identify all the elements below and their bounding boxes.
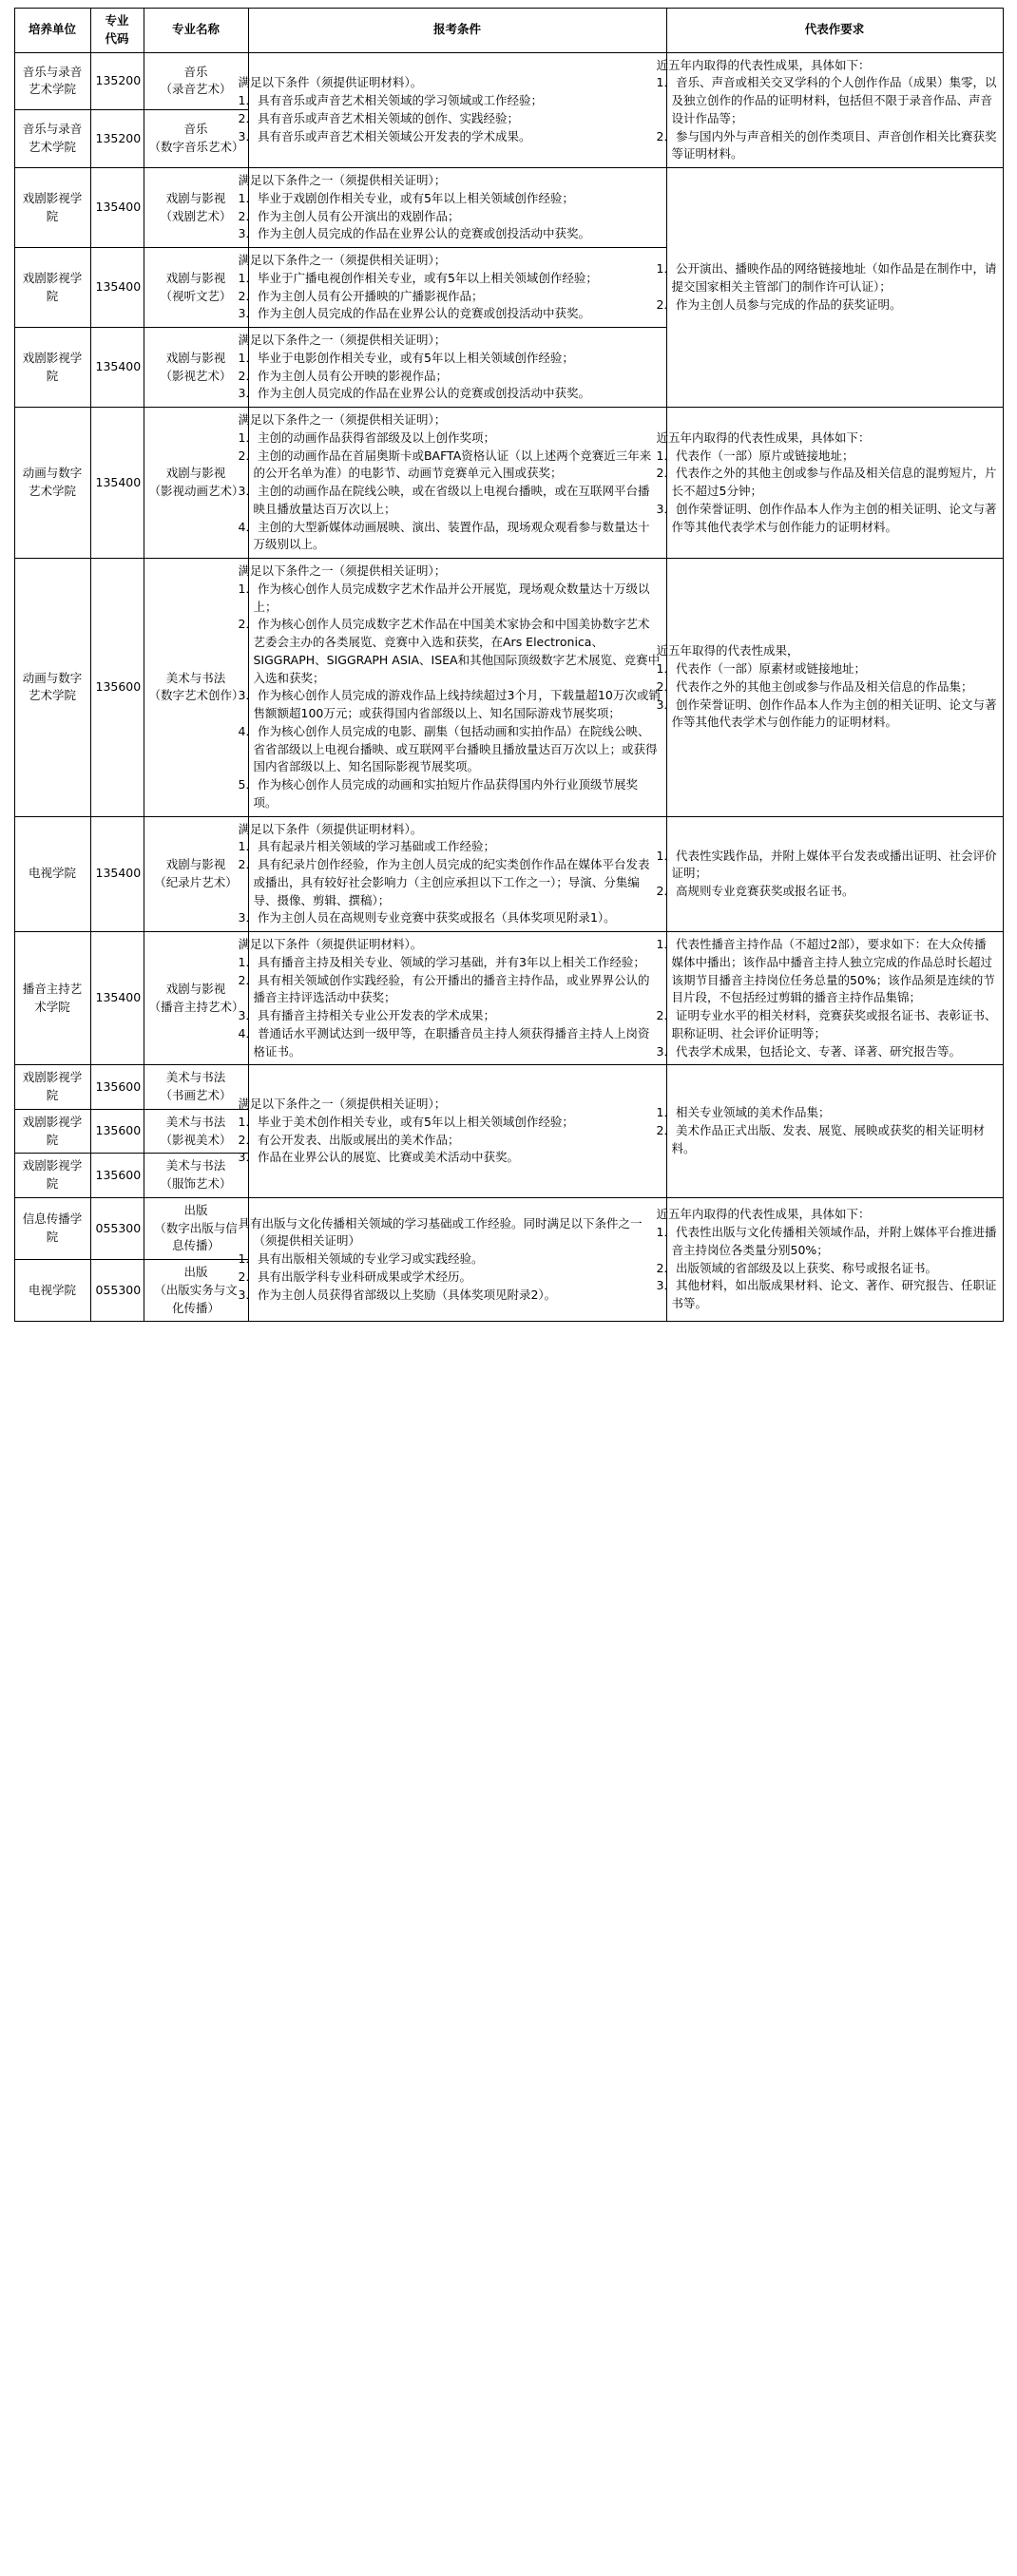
cell-major [144,110,248,168]
major-direction: （录音艺术） [160,82,232,97]
cell-portfolio: 1．公开演出、播映作品的网络链接地址（如作品是在制作中，请提交国家相关主管部门的制作许可认证）； 2．作为主创人员参与完成的作品的获奖证明。 [666,168,1003,408]
cell-code: 135200 [90,110,144,168]
major-direction: （书画艺术） [160,1088,232,1102]
cell-conditions: 满足以下条件（须提供证明材料）。 1．具有起录片相关领域的学习基础或工作经验； 2．具有纪录片创作经验，作为主创人员完成的纪实类创作作品在媒体平台发表或播出，具有较好社会影响力（主创应承担以下工作之一）；导演、分集编导、摄像、剪辑、撰稿）； 3．作为主创人员在高规则专业竞赛中获奖或报名（具体奖项见附录1）。 [248,816,666,932]
major-direction: （影视动画艺术） [148,484,244,498]
cell-unit [14,1260,90,1322]
cell-code: 135600 [90,1154,144,1198]
major-name: 出版 [183,1265,208,1279]
major-direction: （出版实务与文化传播） [154,1282,238,1315]
unit-text: 戏剧影视学院 [22,190,83,223]
cell-code: 135400 [90,408,144,559]
cell-major [144,1109,248,1154]
cell-major [144,559,248,817]
major-name: 美术与书法 [165,1158,226,1174]
admission-requirements-table [14,8,1004,1322]
column-header-major: 专业名称 [144,9,248,53]
major-direction: （服饰艺术） [160,1176,232,1191]
table-header-row [14,9,1003,53]
unit-text: 戏剧影视学院 [22,1070,83,1102]
cell-code: 135600 [90,1065,144,1110]
cell-unit [14,248,90,328]
cell-portfolio: 1．相关专业领域的美术作品集； 2．美术作品正式出版、发表、展览、展映或获奖的相关证明材料。 [666,1065,1003,1198]
unit-text: 信息传播学院 [22,1212,83,1244]
cell-unit [14,1197,90,1259]
cell-code: 135400 [90,168,144,248]
cell-major [144,52,248,110]
major-name: 美术与书法 [165,670,226,685]
cell-major [144,248,248,328]
cell-portfolio: 近五年取得的代表性成果， 1．代表作（一部）原素材或链接地址； 2．代表作之外的其他主创或参与作品及相关信息的作品集； 3．创作荣誉证明、创作作品本人作为主创的相关证明、论文与著作等其他代表学术与创作能力的证明材料。 [666,559,1003,817]
table-row [14,52,1003,110]
unit-text: 动画与数字艺术学院 [22,466,83,498]
table-row [14,816,1003,932]
cell-code: 135200 [90,52,144,110]
cell-major [144,1260,248,1322]
cell-code: 135600 [90,1109,144,1154]
cell-unit [14,1154,90,1198]
cell-conditions: 满足以下条件之一（须提供相关证明）； 1．作为核心创作人员完成数字艺术作品并公开展览，现场观众数量达十万级以上； 2．作为核心创作人员完成数字艺术作品在中国美术家协会和中国美协数字艺术艺委会主办的各类展览、竞赛中入选和获奖，在Ars Electronica、SIGGRAPH、SIGGRAPH ASIA、ISEA和其他国际顶级数字艺术展览、竞赛中入选和获奖； 3．作为核心创作人员完成的游戏作品上线持续超过3个月，下载量超10万次或销售额额超100万元；或获得国内省部级以上、知名国际游戏节展奖项； 4．作为核心创作人员完成的电影、副集（包括动画和实拍作品）在院线公映、省省部级以上电视台播映、或互联网平台播映且播放量达百万次以上；或获得国内省部级以上、知名国际影视节展奖项。 5．作为核心创作人员完成的动画和实拍短片作品获得国内外行业顶级节展奖项。 [248,559,666,817]
unit-text: 播音主持艺术学院 [22,981,83,1014]
cell-unit [14,816,90,932]
major-direction: （数字音乐艺术） [148,140,244,155]
unit-text: 音乐与录音艺术学院 [22,122,83,155]
cell-conditions: 满足以下条件（须提供证明材料）。 1．具有音乐或声音艺术相关领域的学习领域或工作经验； 2．具有音乐或声音艺术相关领域的创作、实践经验； 3．具有音乐或声音艺术相关领域公开发表的学术成果。 [248,52,666,168]
cell-code: 135400 [90,328,144,408]
cell-portfolio: 近五年内取得的代表性成果，具体如下： 1．代表性出版与文化传播相关领域作品，并附上媒体平台推进播音主持岗位各类量分别50%； 2．出版领域的省部级及以上获奖、称号或报名证书。 3．其他材料，如出版成果材料、论文、著作、研究报告、任职证书等。 [666,1197,1003,1322]
major-direction: （影视美术） [160,1132,232,1147]
unit-text: 戏剧影视学院 [22,350,83,383]
table-row [14,168,1003,248]
cell-code: 135400 [90,248,144,328]
cell-code: 135400 [90,816,144,932]
major-name: 戏剧与影视 [165,350,226,365]
table-row [14,1197,1003,1259]
cell-unit [14,932,90,1065]
table-header [14,9,1003,53]
cell-major [144,408,248,559]
unit-text: 音乐与录音艺术学院 [22,64,83,97]
cell-major [144,1154,248,1198]
cell-unit [14,52,90,110]
cell-unit [14,1065,90,1110]
major-direction: （纪录片艺术） [154,874,238,889]
column-header-code-line2: 代码 [105,30,129,46]
cell-major [144,816,248,932]
cell-portfolio: 1．代表性实践作品，并附上媒体平台发表或播出证明、社会评价证明； 2．高规则专业竞赛获奖或报名证书。 [666,816,1003,932]
major-name: 音乐 [183,122,208,137]
major-name: 出版 [183,1202,208,1217]
cell-unit [14,559,90,817]
unit-text: 戏剧影视学院 [22,270,83,303]
major-name: 戏剧与影视 [165,190,226,205]
cell-unit [14,110,90,168]
major-name: 美术与书法 [165,1070,226,1085]
column-header-code-line1: 专业 [105,13,129,28]
cell-code: 055300 [90,1197,144,1259]
major-name: 戏剧与影视 [165,466,226,481]
cell-conditions: 满足以下条件之一（须提供相关证明）； 1．毕业于美术创作相关专业，或有5年以上相关领域创作经验； 2．有公开发表、出版或展出的美术作品； 3．作品在业界公认的展览、比赛或美术活动中获奖。 [248,1065,666,1198]
column-header-code [90,9,144,53]
cell-portfolio: 近五年内取得的代表性成果，具体如下： 1．音乐、声音或相关交叉学科的个人创作作品（成果）集零，以及独立创作的作品的证明材料，包括但不限于录音作品、声音设计作品等； 2．参与国内外与声音相关的创作类项目、声音创作相关比赛获奖等证明材料。 [666,52,1003,168]
table-body [14,52,1003,1322]
cell-conditions: 具有出版与文化传播相关领域的学习基础或工作经验。同时满足以下条件之一（须提供相关证明） 1．具有出版相关领域的专业学习或实践经验。 2．具有出版学科专业科研成果或学术经历。 3．作为主创人员获得省部级以上奖励（具体奖项见附录2）。 [248,1197,666,1322]
cell-portfolio: 1．代表性播音主持作品（不超过2部），要求如下：在大众传播媒体中播出；该作品中播音主持人独立完成的作品总时长超过该期节目播音主持岗位任务总量的50%；该作品须是连续的节目片段，不包括经过剪辑的播音主持作品集锦； 2．证明专业水平的相关材料，竞赛获奖或报名证书、表彰证书、职称证明、社会评价证明等； 3．代表学术成果，包括论文、专著、译著、研究报告等。 [666,932,1003,1065]
unit-text: 电视学院 [28,866,76,881]
column-header-unit: 培养单位 [14,9,90,53]
cell-code: 055300 [90,1260,144,1322]
major-name: 美术与书法 [165,1114,226,1129]
cell-conditions: 满足以下条件之一（须提供相关证明）； 1．毕业于广播电视创作相关专业，或有5年以上相关领域创作经验； 2．作为主创人员有公开播映的广播影视作品； 3．作为主创人员完成的作品在业界公认的竞赛或创投活动中获奖。 [248,248,666,328]
cell-major [144,932,248,1065]
cell-unit [14,168,90,248]
cell-major [144,168,248,248]
cell-conditions: 满足以下条件（须提供证明材料）。 1．具有播音主持及相关专业、领域的学习基础，并有3年以上相关工作经验； 2．具有相关领域创作实践经验，有公开播出的播音主持作品，或业界界公认的播音主持评选活动中获奖； 3．具有播音主持相关专业公开发表的学术成果； 4．普通话水平测试达到一级甲等，在职播音员主持人须获得播音主持人上岗资格证书。 [248,932,666,1065]
cell-code: 135600 [90,559,144,817]
table-row [14,1065,1003,1110]
unit-text: 动画与数字艺术学院 [22,670,83,703]
cell-major [144,1065,248,1110]
cell-conditions: 满足以下条件之一（须提供相关证明）； 1．主创的动画作品获得省部级及以上创作奖项； 2．主创的动画作品在首届奥斯卡或BAFTA资格认证（以上述两个竞赛近三年来的公开名单为准）的电影节、动画节竞赛单元入围或获奖； 3．主创的动画作品在院线公映，或在省级以上电视台播映，或在互联网平台播映且播放量达百万次以上； 4．主创的大型新媒体动画展映、演出、装置作品，现场观众观看参与数量达十万级别以上。 [248,408,666,559]
major-direction: （数字出版与信息传播） [154,1220,238,1253]
table-row [14,559,1003,817]
major-direction: （戏剧艺术） [160,208,232,223]
major-name: 戏剧与影视 [165,270,226,285]
unit-text: 电视学院 [28,1282,76,1297]
major-direction: （影视艺术） [160,368,232,383]
cell-major [144,328,248,408]
major-name: 音乐 [183,64,208,79]
cell-unit [14,328,90,408]
cell-code: 135400 [90,932,144,1065]
column-header-portfolio: 代表作要求 [666,9,1003,53]
unit-text: 戏剧影视学院 [22,1158,83,1191]
column-header-conditions: 报考条件 [248,9,666,53]
cell-unit [14,408,90,559]
cell-conditions: 满足以下条件之一（须提供相关证明）； 1．毕业于电影创作相关专业，或有5年以上相关领域创作经验； 2．作为主创人员有公开映的影视作品； 3．作为主创人员完成的作品在业界公认的竞赛或创投活动中获奖。 [248,328,666,408]
table-row [14,932,1003,1065]
cell-major [144,1197,248,1259]
major-name: 戏剧与影视 [165,981,226,996]
cell-unit [14,1109,90,1154]
table-row [14,408,1003,559]
unit-text: 戏剧影视学院 [22,1114,83,1147]
cell-portfolio: 近五年内取得的代表性成果，具体如下： 1．代表作（一部）原片或链接地址； 2．代表作之外的其他主创或参与作品及相关信息的混剪短片，片长不超过5分钟； 3．创作荣誉证明、创作作品本人作为主创的相关证明、论文与著作等其他代表学术与创作能力的证明材料。 [666,408,1003,559]
major-direction: （视听文艺） [160,288,232,303]
major-name: 戏剧与影视 [165,857,226,871]
major-direction: （播音主持艺术） [148,999,244,1014]
major-direction: （数字艺术创作） [148,688,244,703]
cell-conditions: 满足以下条件之一（须提供相关证明）； 1．毕业于戏剧创作相关专业，或有5年以上相关领域创作经验； 2．作为主创人员有公开演出的戏剧作品； 3．作为主创人员完成的作品在业界公认的竞赛或创投活动中获奖。 [248,168,666,248]
